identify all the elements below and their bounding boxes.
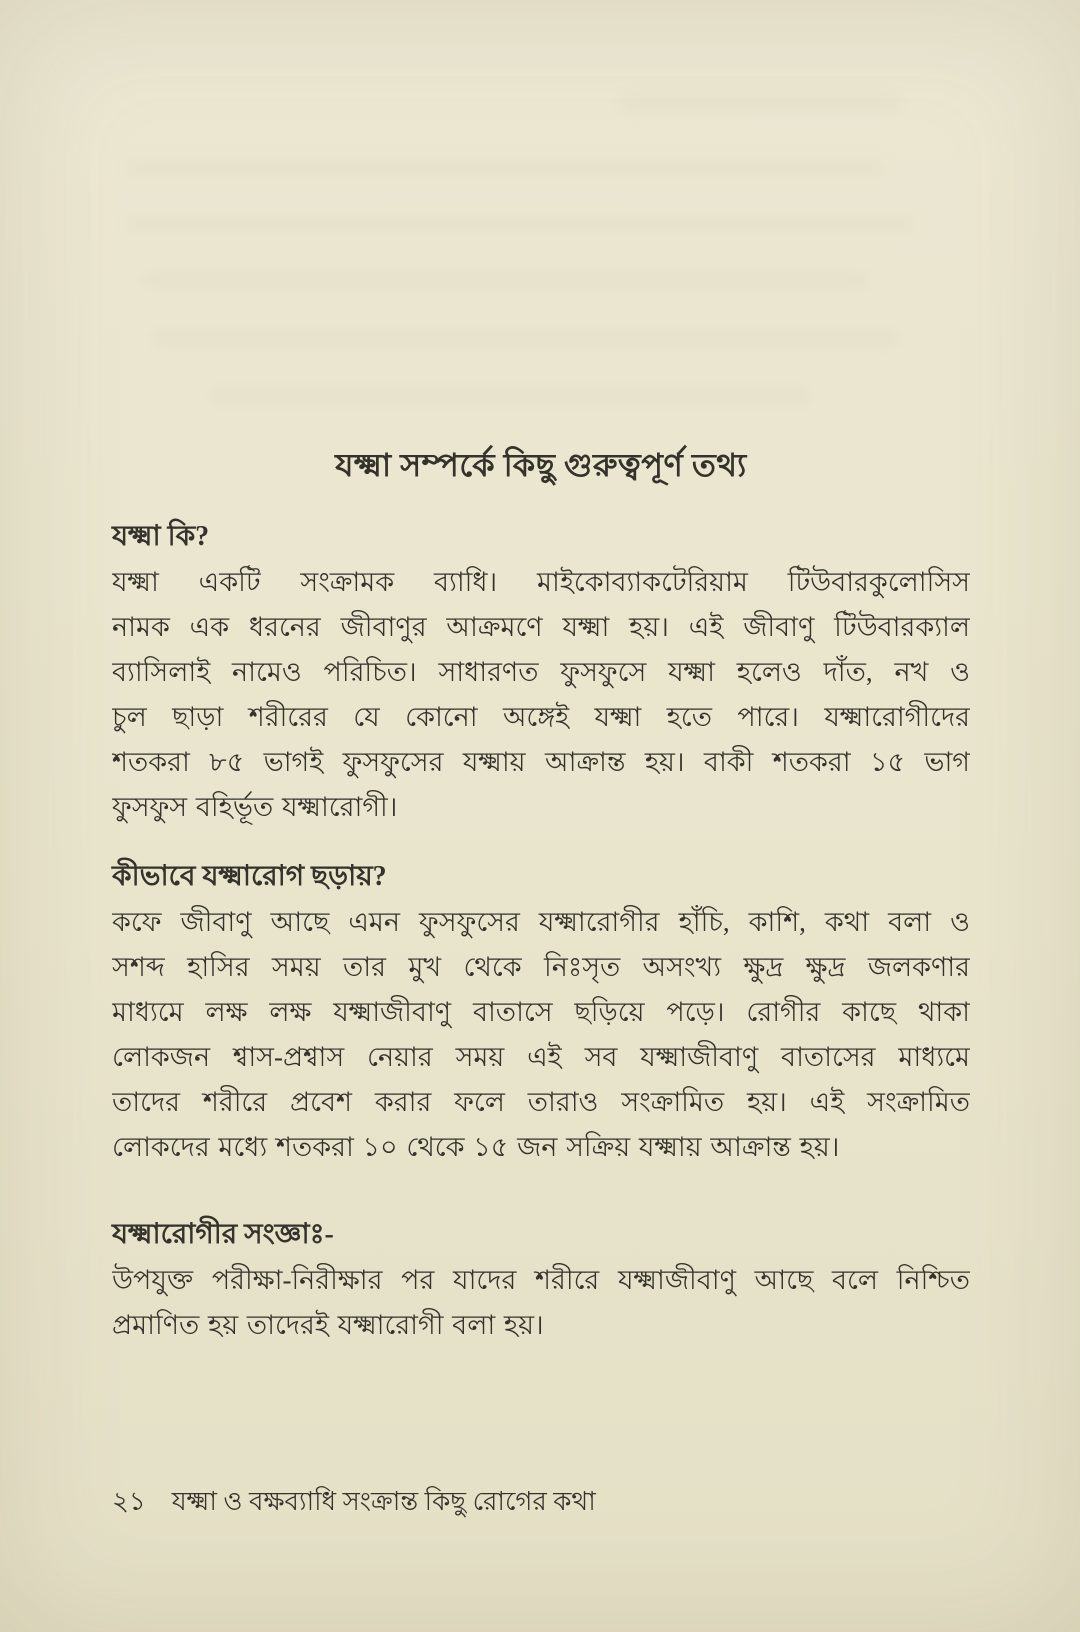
text-line: ব্যাসিলাই নামেও পরিচিত। সাধারণত ফুসফুসে যক্ষ্মা হলেও দাঁত, নখ ও [112,657,970,687]
section-paragraph [112,1258,970,1348]
section-spacer [112,1170,970,1214]
page-title: যক্ষ্মা সম্পর্কে কিছু গুরুত্বপূর্ণ তথ্য [335,447,747,483]
ghost-smudge [125,160,885,176]
text-line: কফে জীবাণু আছে এমন ফুসফুসের যক্ষ্মারোগীর হাঁচি, কাশি, কথা বলা ও [112,907,970,937]
section-paragraph [112,560,970,830]
section-heading: যক্ষ্মা কি? [112,521,210,552]
ghost-smudge [140,272,870,288]
text-line: চুল ছাড়া শরীরের যে কোনো অঙ্গেই যক্ষ্মা হতে পারে। যক্ষ্মারোগীদের [112,702,970,732]
ghost-smudge [210,388,810,404]
page-content [112,442,970,1348]
page-footer [112,1482,970,1522]
text-line: নামক এক ধরনের জীবাণুর আক্রমণে যক্ষ্মা হয়। এই জীবাণু টিউবারক্যাল [112,612,970,642]
section-heading: কীভাবে যক্ষ্মারোগ ছড়ায়? [112,861,387,892]
ghost-smudge [620,95,900,111]
section-heading: যক্ষ্মারোগীর সংজ্ঞাঃ- [112,1219,334,1250]
text-line: উপযুক্ত পরীক্ষা-নিরীক্ষার পর যাদের শরীরে যক্ষ্মাজীবাণু আছে বলে নিশ্চিত [112,1265,970,1295]
text-line: সশব্দ হাসির সময় তার মুখ থেকে নিঃসৃত অসংখ্য ক্ষুদ্র ক্ষুদ্র জলকণার [112,952,970,982]
ghost-smudge [150,330,900,346]
section-spacer [112,830,970,856]
text-line: লোকদের মধ্যে শতকরা ১০ থেকে ১৫ জন সক্রিয় যক্ষ্মায় আক্রান্ত হয়। [112,1132,840,1162]
text-line: ফুসফুস বহির্ভূত যক্ষ্মারোগী। [112,792,398,822]
ghost-smudge [125,216,915,232]
section-paragraph [112,900,970,1170]
section-how-tb-spreads [112,856,970,1170]
text-line: প্রমাণিত হয় তাদেরই যক্ষ্মারোগী বলা হয়। [112,1310,544,1340]
footer-book-title: যক্ষ্মা ও বক্ষব্যাধি সংক্রান্ত কিছু রোগের কথা [171,1487,596,1516]
text-line: তাদের শরীরে প্রবেশ করার ফলে তারাও সংক্রামিত হয়। এই সংক্রামিত [112,1087,970,1117]
text-line: শতকরা ৮৫ ভাগই ফুসফুসের যক্ষ্মায় আক্রান্ত হয়। বাকী শতকরা ১৫ ভাগ [112,747,970,777]
page-number: ২১ [112,1487,146,1516]
section-tb-patient-definition [112,1214,970,1348]
text-line: লোকজন শ্বাস-প্রশ্বাস নেয়ার সময় এই সব যক্ষ্মাজীবাণু বাতাসের মাধ্যমে [112,1042,970,1072]
text-line: যক্ষ্মা একটি সংক্রামক ব্যাধি। মাইকোব্যাকটেরিয়াম টিউবারকুলোসিস [112,567,970,597]
section-what-is-tb [112,516,970,830]
text-line: মাধ্যমে লক্ষ লক্ষ যক্ষ্মাজীবাণু বাতাসে ছড়িয়ে পড়ে। রোগীর কাছে থাকা [112,997,970,1027]
